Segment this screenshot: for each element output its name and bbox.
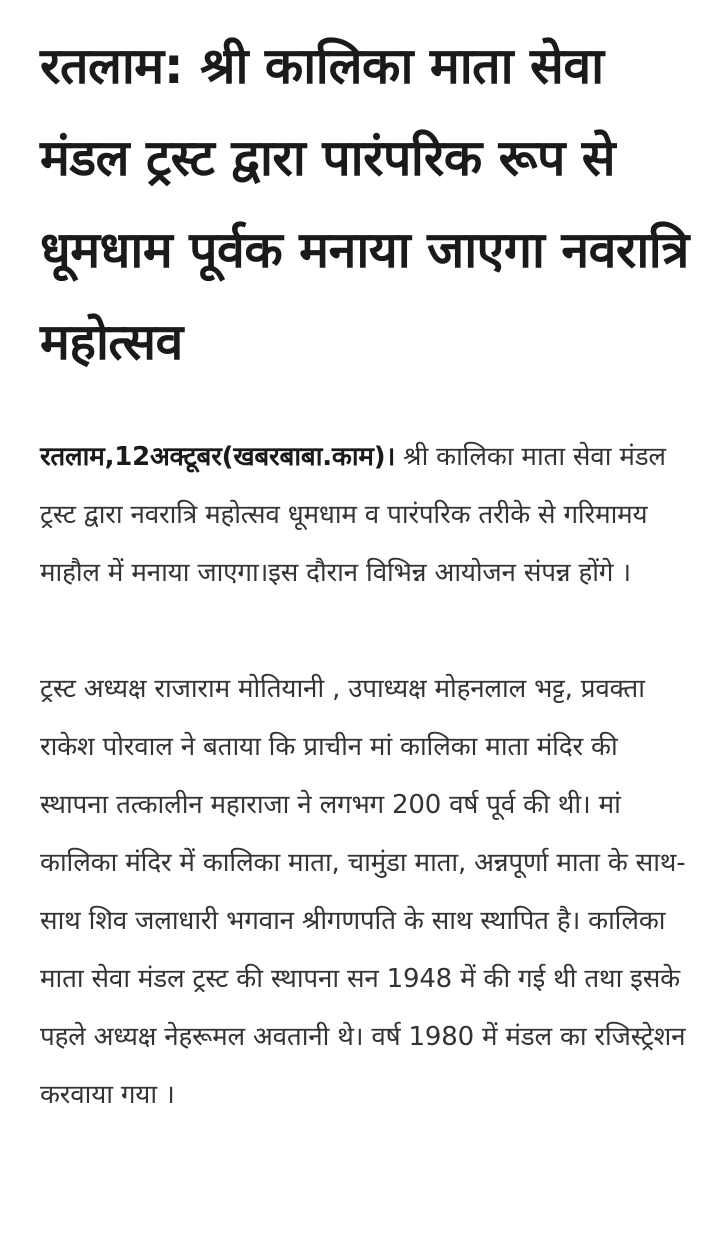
article-paragraph-1-text: श्री कालिका माता सेवा मंडल ट्रस्ट द्वारा नवरात्रि महोत्सव धूमधाम व पारंपरिक तरीके से गरिमामय माहौल में मनाया जाएगा।इस दौरान विभिन्न आयोजन संपन्न होंगे । (40, 442, 666, 588)
article-headline: रतलाम: श्री कालिका माता सेवा मंडल ट्रस्ट द्वारा पारंपरिक रूप से धूमधाम पूर्वक मनाया जाएगा नवरात्रि महोत्सव (40, 37, 689, 371)
article-dateline: रतलाम,12अक्टूबर(खबरबाबा.काम)। (40, 442, 396, 472)
article (40, 20, 690, 1124)
article-paragraph-2: ट्रस्ट अध्यक्ष राजाराम मोतियानी , उपाध्यक्ष मोहनलाल भट्ट, प्रवक्ता राकेश पोरवाल ने बताया कि प्राचीन मां कालिका माता मंदिर की स्थापना तत्कालीन महाराजा ने लगभग 200 वर्ष पूर्व की थी। मां कालिका मंदिर में कालिका माता, चामुंडा माता, अन्नपूर्णा माता के साथ-साथ शिव जलाधारी भगवान श्रीगणपति के साथ स्थापित है। कालिका माता सेवा मंडल ट्रस्ट की स्थापना सन 1948 में की गई थी तथा इसके पहले अध्यक्ष नेहरूमल अवतानी थे। वर्ष 1980 में मंडल का रजिस्ट्रेशन करवाया गया । (40, 674, 686, 1110)
article-paragraph-1 (40, 428, 690, 602)
